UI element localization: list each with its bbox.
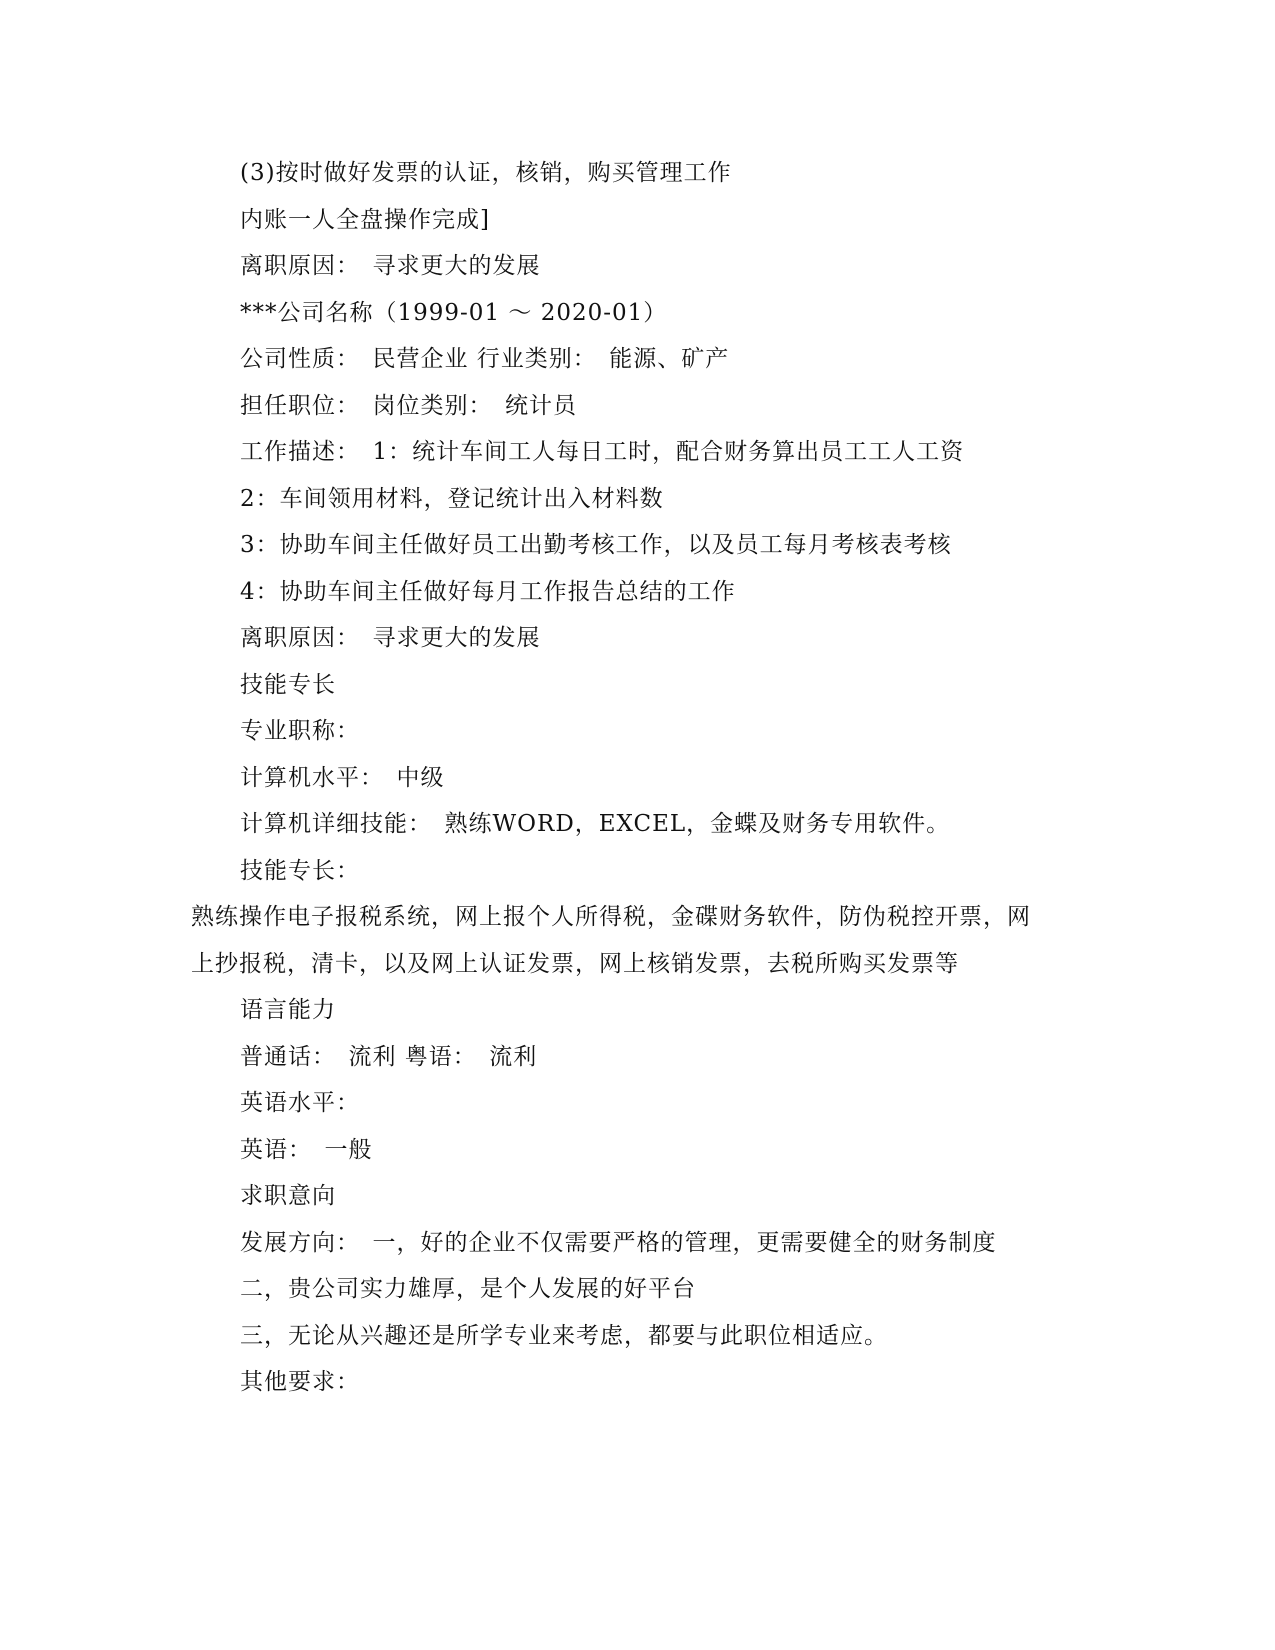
text-line: 3：协助车间主任做好员工出勤考核工作，以及员工每月考核表考核 — [240, 532, 952, 558]
text-line: (3)按时做好发票的认证，核销，购买管理工作 — [240, 160, 732, 186]
text-line: 上抄报税，清卡，以及网上认证发票，网上核销发票，去税所购买发票等 — [191, 951, 959, 977]
text-line: 计算机详细技能： 熟练WORD，EXCEL，金蝶及财务专用软件。 — [240, 811, 951, 837]
text-line: 二，贵公司实力雄厚，是个人发展的好平台 — [240, 1276, 696, 1302]
text-line: 英语： 一般 — [240, 1137, 373, 1163]
text-line: 内账一人全盘操作完成] — [240, 207, 490, 233]
text-line: 专业职称： — [240, 718, 360, 744]
section-heading: 求职意向 — [240, 1183, 336, 1209]
text-line: 担任职位： 岗位类别： 统计员 — [240, 393, 577, 419]
text-line: 普通话： 流利 粤语： 流利 — [240, 1044, 538, 1070]
text-line: 离职原因： 寻求更大的发展 — [240, 625, 541, 651]
text-line: 计算机水平： 中级 — [240, 765, 445, 791]
text-line: 离职原因： 寻求更大的发展 — [240, 253, 541, 279]
text-line: 英语水平： — [240, 1090, 360, 1116]
text-line: ***公司名称（1999-01 ～ 2020-01） — [240, 300, 668, 326]
text-line: 技能专长： — [240, 858, 360, 884]
text-line: 其他要求： — [240, 1369, 360, 1395]
text-line: 4：协助车间主任做好每月工作报告总结的工作 — [240, 579, 736, 605]
text-line: 公司性质： 民营企业 行业类别： 能源、矿产 — [240, 346, 730, 372]
text-line: 2：车间领用材料，登记统计出入材料数 — [240, 486, 664, 512]
text-line: 熟练操作电子报税系统，网上报个人所得税，金碟财务软件，防伪税控开票，网 — [191, 904, 1031, 930]
text-line: 工作描述： 1：统计车间工人每日工时，配合财务算出员工工人工资 — [240, 439, 965, 465]
section-heading: 技能专长 — [240, 672, 336, 698]
text-line: 三，无论从兴趣还是所学专业来考虑，都要与此职位相适应。 — [240, 1323, 888, 1349]
section-heading: 语言能力 — [240, 997, 336, 1023]
text-line: 发展方向： 一，好的企业不仅需要严格的管理，更需要健全的财务制度 — [240, 1230, 997, 1256]
